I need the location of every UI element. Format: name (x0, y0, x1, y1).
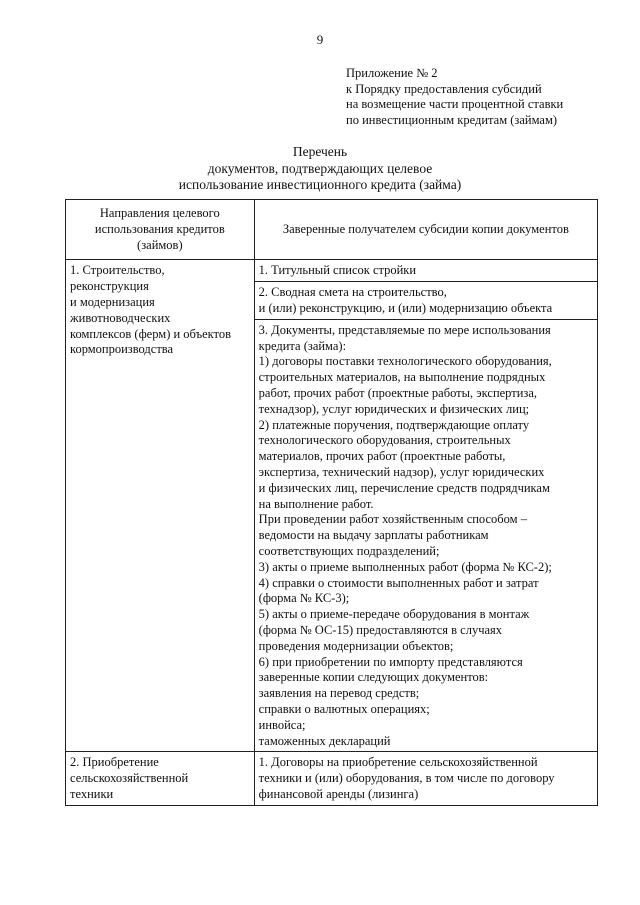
document-line: проведения модернизации объектов; (258, 638, 454, 653)
document-line: таможенных деклараций (258, 733, 391, 748)
document-line: технадзор), услуг юридических и физических лиц; (258, 401, 530, 416)
document-title (0, 144, 640, 194)
direction-line: комплексов (ферм) и объектов (70, 326, 231, 341)
header-documents: Заверенные получателем субсидии копии документов (254, 200, 597, 260)
direction-line: и модернизация (70, 294, 155, 309)
header-line: (займов) (137, 237, 183, 252)
appendix-line: по инвестиционным кредитам (займам) (346, 112, 558, 127)
document-line: 1) договоры поставки технологического оборудования, (258, 354, 552, 369)
document-line: финансовой аренды (лизинга) (258, 786, 419, 801)
direction-line: сельскохозяйственной (70, 771, 189, 786)
document-line: инвойса; (258, 717, 306, 732)
document-line: При проведении работ хозяйственным способом – (258, 512, 527, 527)
document-line: экспертиза, технический надзор), услуг юридических (258, 464, 545, 479)
page-number: 9 (316, 32, 324, 47)
document-line: 3) акты о приеме выполненных работ (форма № КС-2); (258, 559, 552, 574)
document-line: работ, прочих работ (проектные работы, экспертиза, (258, 385, 538, 400)
document-line: на выполнение работ. (258, 496, 374, 511)
direction-line: кормопроизводства (70, 342, 174, 357)
document-line: и (или) реконструкцию, и (или) модернизацию объекта (258, 300, 553, 315)
header-directions (66, 200, 255, 260)
document-line: 5) акты о приеме-передаче оборудования в монтаж (258, 607, 530, 622)
document-cell (254, 752, 597, 805)
document-line: и физических лиц, перечисление средств подрядчикам (258, 480, 550, 495)
header-line: Направления целевого (99, 206, 220, 220)
document-line: ведомости на выдачу зарплаты работникам (258, 528, 489, 543)
document-line: 3. Документы, представляемые по мере использования (258, 322, 551, 337)
title-line: Перечень (292, 144, 348, 159)
document-line: 1. Титульный список стройки (258, 263, 417, 278)
direction-line: техники (70, 786, 114, 801)
appendix-line: к Порядку предоставления субсидий (346, 81, 542, 96)
direction-line: реконструкция (70, 279, 149, 294)
document-line: заявления на перевод средств; (258, 686, 420, 701)
table-header-row (66, 200, 598, 260)
document-cell (254, 319, 597, 752)
direction-cell (66, 260, 255, 752)
table-row (66, 260, 598, 282)
appendix-line: Приложение № 2 (346, 66, 438, 80)
document-line: техники и (или) оборудования, в том числе по договору (258, 771, 555, 786)
document-line: заверенные копии следующих документов: (258, 670, 489, 685)
document-line: (форма № ОС-15) предоставляются в случаях (258, 622, 503, 637)
document-line: 4) справки о стоимости выполненных работ и затрат (258, 575, 539, 590)
document-line: строительных материалов, на выполнение подрядных (258, 370, 546, 385)
document-line: материалов, прочих работ (проектные работы, (258, 449, 506, 464)
document-cell (254, 282, 597, 320)
appendix-line: на возмещение части процентной ставки (346, 97, 564, 111)
direction-line: животноводческих (70, 310, 171, 325)
document-line: 1. Договоры на приобретение сельскохозяйственной (258, 755, 538, 770)
header-line: использования кредитов (94, 221, 225, 236)
document-line: (форма № КС-3); (258, 591, 350, 606)
document-line: 6) при приобретении по импорту представляются (258, 654, 523, 669)
documents-table (65, 199, 598, 806)
document-line: кредита (займа): (258, 338, 347, 353)
document-line: технологического оборудования, строительных (258, 433, 511, 448)
title-line: документов, подтверждающих целевое (207, 160, 433, 176)
document-line: соответствующих подразделений; (258, 543, 440, 558)
title-line: использование инвестиционного кредита (займа) (178, 177, 462, 192)
appendix-header (346, 66, 563, 128)
direction-line: 2. Приобретение (70, 755, 159, 770)
document-line: 2) платежные поручения, подтверждающие оплату (258, 417, 530, 432)
document-line: 2. Сводная смета на строительство, (258, 285, 447, 300)
direction-line: 1. Строительство, (70, 263, 165, 278)
direction-cell (66, 752, 255, 805)
document-line: справки о валютных операциях; (258, 701, 430, 716)
document-cell (254, 260, 597, 282)
table-row (66, 752, 598, 805)
